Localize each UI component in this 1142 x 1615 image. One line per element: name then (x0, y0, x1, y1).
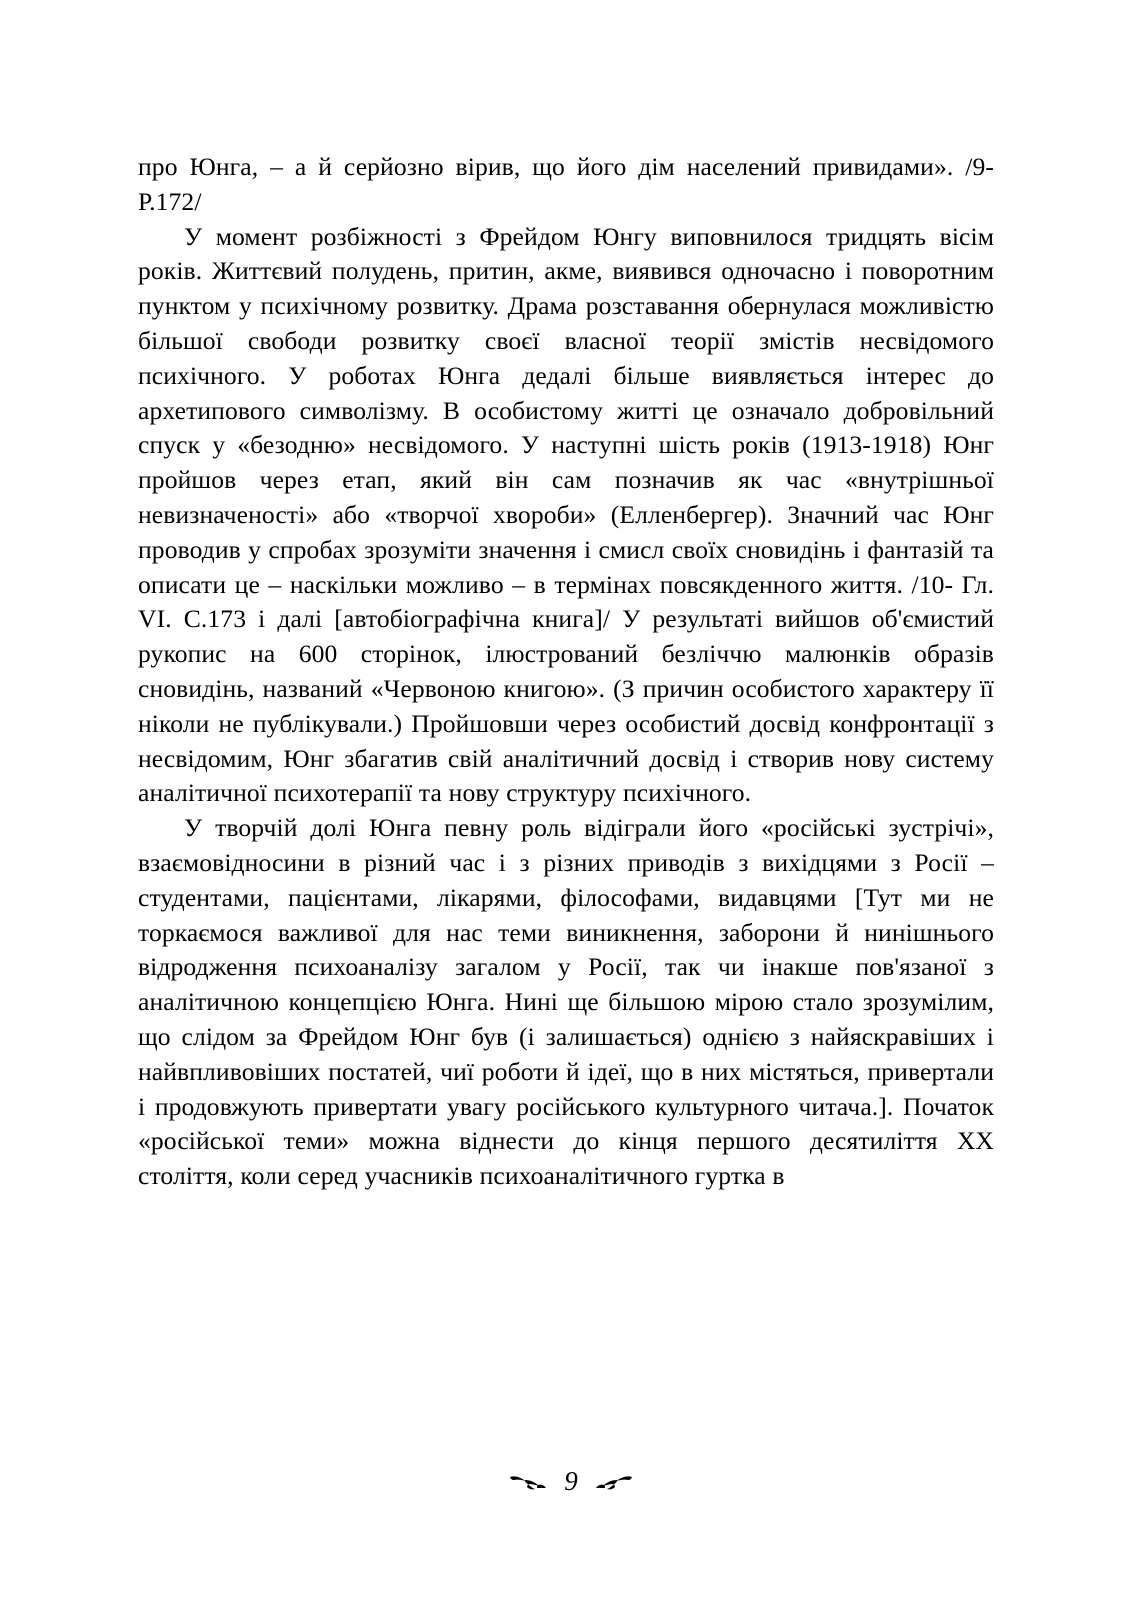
page-number: 9 (564, 1466, 578, 1496)
leaf-vine-ornament-right-icon (592, 1471, 634, 1493)
page-footer (0, 1468, 1142, 1501)
paragraph-continued: про Юнга, – а й серйозно вірив, що його дім населений привидами». /9- Р.172/ (138, 152, 994, 216)
leaf-vine-ornament-left-icon (508, 1471, 550, 1493)
paragraph-jung-midlife: У момент розбіжності з Фрейдом Юнгу виповнилося тридцять вісім років. Життєвий полудень, притин, акме, виявився одночасно і поворотним пунктом у психічному розвитку. Драма розставання обернулася можливістю більшої свободи розвитку своєї власної теорії змістів несвідомого психічного. У роботах Юнга дедалі більше виявляється інтерес до архетипового символізму. В особистому житті це означало добровільний спуск у «безодню» несвідомого. У наступні шість років (1913-1918) Юнг пройшов через етап, який він сам позначив як час «внутрішньої невизначеності» або «творчої хвороби» (Елленбергер). Значний час Юнг проводив у спробах зрозуміти значення і смисл своїх сновидінь і фантазій та описати це – наскільки можливо – в термінах повсякденного життя. /10- Гл. VI. С.173 і далі [автобіографічна книга]/ У результаті вийшов об'ємистий рукопис на 600 сторінок, ілюстрований безліччю малюнків образів сновидінь, названий «Червоною книгою». (З причин особистого характеру її ніколи не публікували.) Пройшовши через особистий досвід конфронтації з несвідомим, Юнг збагатив свій аналітичний досвід і створив нову систему аналітичної психотерапії та нову структуру психічного. (138, 221, 994, 808)
page-text-body (138, 150, 994, 1194)
footer-ornament-group (508, 1468, 634, 1495)
paragraph-russian-connections: У творчій долі Юнга певну роль відіграли його «російські зустрічі», взаємовідносини в різний час і з різних приводів з вихідцями з Росії – студентами, пацієнтами, лікарями, філософами, видавцями [Тут ми не торкаємося важливої для нас теми виникнення, заборони й нинішнього відродження психоаналізу загалом у Росії, так чи інакше пов'язаної з аналітичною концепцією Юнга. Нині ще більшою мірою стало зрозумілим, що слідом за Фрейдом Юнг був (і залишається) однією з найяскравіших і найвпливовіших постатей, чиї роботи й ідеї, що в них містяться, привертали і продовжують привертати увагу російського культурного читача.]. Початок «російської теми» можна віднести до кінця першого десятиліття ХХ століття, коли серед учасників психоаналітичного гуртка в (138, 813, 994, 1191)
